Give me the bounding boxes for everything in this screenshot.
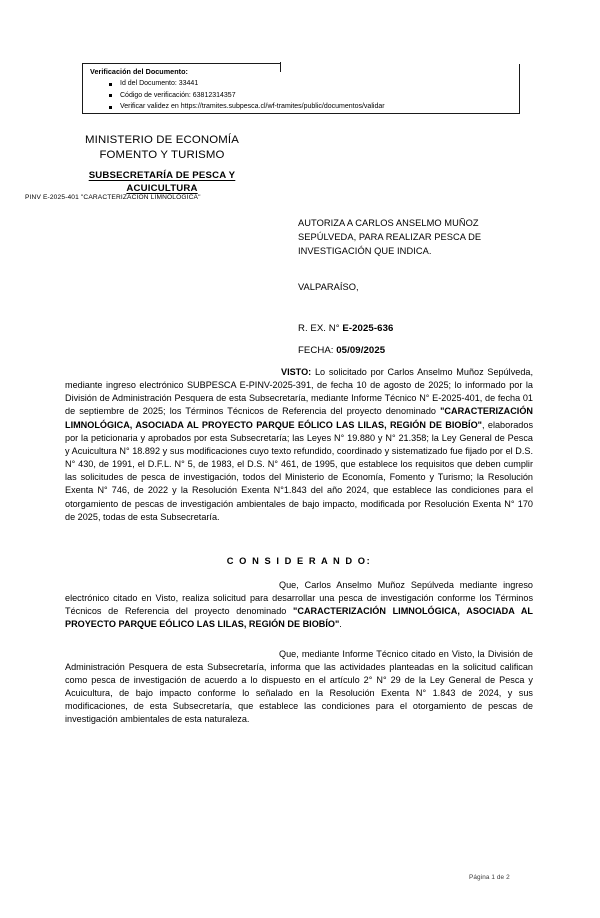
verification-box-notch xyxy=(280,55,520,64)
considerando-1-text-b: . xyxy=(339,619,342,630)
verification-box-notch-edge xyxy=(280,62,281,72)
page-number: Página 1 de 2 xyxy=(469,874,510,881)
considerando-paragraph-1 xyxy=(65,579,533,632)
visto-text-a: Lo solicitado por Carlos Anselmo Muñoz Sepúlveda, mediante ingreso electrónico SUBPESCA E-PINV-2025-391, de fecha 10 de agosto de 2025; lo informado por la División de Administración Pesquera de esta Subsecretaría, mediante Informe Técnico N° E-2025-401, de fecha 01 de septiembre de 2025; los Términos Técnicos de Referencia del proyecto denominado xyxy=(65,367,533,417)
date-line xyxy=(298,345,385,356)
verification-item-url: Verificar validez en https://tramites.subpesca.cl/wf-tramites/public/documentos/validar xyxy=(108,101,385,113)
city-line: VALPARAÍSO, xyxy=(298,282,359,292)
subject-block xyxy=(298,216,530,258)
subsecretaria-name xyxy=(44,169,280,195)
visto-project-title: "CARACTERIZACIÓN LIMNOLÓGICA, ASOCIADA AL PROYECTO PARQUE EÓLICO LAS LILAS, REGIÓN DE BIOBÍO" xyxy=(65,406,533,430)
date-label: FECHA: xyxy=(298,345,337,356)
subject-text: AUTORIZA A CARLOS ANSELMO MUÑOZ SEPÚLVEDA, PARA REALIZAR PESCA DE INVESTIGACIÓN QUE INDICA. xyxy=(298,218,482,257)
subsecretaria-line-2: ACUICULTURA xyxy=(126,183,198,195)
verification-item-document-id: Id del Documento: 33441 xyxy=(108,78,385,90)
date-value: 05/09/2025 xyxy=(336,345,386,356)
considerando-1-text-a: Que, Carlos Anselmo Muñoz Sepúlveda mediante ingreso electrónico citado en Visto, realiza solicitud para desarrollar una pesca de investigación conforme los Términos Técnicos de Referencia del proyecto denominado xyxy=(65,579,533,617)
visto-text-b: , elaborados por la peticionaria y aprobados por esta Subsecretaría; las Leyes N° 19.880 y N° 21.358; la Ley General de Pesca y Acuicultura N° 18.892 y sus modificaciones cuyo texto refundido, coordinado y sistematizado fue fijado por el D.S. N° 430, de 1991, el D.F.L. N° 5, de 1983, el D.S. N° 461, de 1995, que establece los requisitos que deben cumplir las solicitudes de pesca de investigación, todos del Ministerio de Economía, Fomento y Turismo; la Resolución Exenta N° 746, de 2022 y la Resolución Exenta N°1.843 del año 2024, que establece las condiciones para el otorgamiento de pescas de investigación ambientales de bajo impacto, modificada por Resolución Exenta N° 170 de 2025, todas de esta Subsecretaría. xyxy=(65,419,533,522)
subsecretaria-line-1: SUBSECRETARÍA DE PESCA Y xyxy=(88,170,236,182)
verification-item-code: Código de verificación: 63812314357 xyxy=(108,90,385,102)
document-body xyxy=(65,366,533,737)
ministry-line-2: FOMENTO Y TURISMO xyxy=(99,148,225,161)
letterhead xyxy=(44,133,280,195)
visto-paragraph xyxy=(65,366,533,524)
considerando-heading: C O N S I D E R A N D O: xyxy=(226,555,372,566)
considerando-1-project-title: "CARACTERIZACIÓN LIMNOLÓGICA, ASOCIADA AL PROYECTO PARQUE EÓLICO LAS LILAS, REGIÓN DE BIOBÍO" xyxy=(65,606,533,630)
verification-list xyxy=(108,78,385,113)
resolution-number: E-2025-636 xyxy=(342,323,394,334)
ministry-name xyxy=(44,133,280,162)
ministry-line-1: MINISTERIO DE ECONOMÍA xyxy=(85,134,239,146)
resolution-label: R. EX. N° xyxy=(298,323,343,334)
resolution-number-line xyxy=(298,323,393,334)
considerando-paragraph-2: Que, mediante Informe Técnico citado en Visto, la División de Administración Pesquera de esta Subsecretaría, informa que las actividades planteadas en la solicitud califican como pesca de investigación de acuerdo a lo dispuesto en el artículo 2° N° 29 de la Ley General de Pesca y Acuicultura, de bajo impacto conforme lo señalado en la Resolución Exenta N° 1.843 de 2024, y sus modificaciones, de esta Subsecretaría, que establece las condiciones para el otorgamiento de pescas de investigación ambientales de esta naturaleza. xyxy=(65,648,533,725)
verification-title: Verificación del Documento: xyxy=(90,67,189,76)
verification-box xyxy=(82,63,520,114)
visto-label: VISTO: xyxy=(281,367,312,377)
project-reference: PINV E-2025-401 "CARACTERIZACIÓN LIMNOLÓGICA" xyxy=(25,194,201,201)
body-spacer xyxy=(65,535,533,540)
